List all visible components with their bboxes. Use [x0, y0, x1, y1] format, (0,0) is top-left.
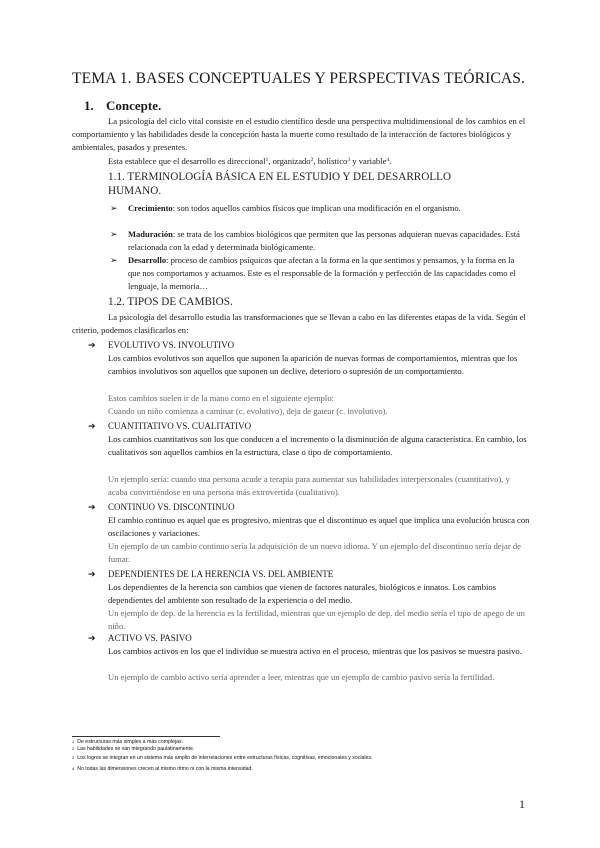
term-item-crecimiento: [110, 202, 528, 215]
change-type-title: ACTIVO VS. PASIVO: [108, 633, 192, 643]
term-name: Desarrollo: [128, 255, 167, 265]
section-number: 1.: [84, 98, 94, 113]
footnote-ref[interactable]: 1: [265, 157, 269, 163]
page-number: 1: [519, 797, 525, 811]
term-definition: : proceso de cambios psíquicos que afectan a la forma en la que sentimos y pensamos, y la forma en la que nos comportamos y actuamos. Este es el responsable de la formación y perfección de las capacidades como el lenguaje, la memoria…: [128, 255, 516, 292]
footnote-number: 3: [72, 755, 75, 760]
change-type-body: El cambio continuo es aquel que es progresivo, mientras que el discontinuo es aquel que implica una evolución brusca con oscilaciones y variaciones.: [108, 515, 530, 539]
arrowhead-bullet-icon: ➢: [110, 203, 118, 213]
section-heading: [84, 98, 161, 114]
right-arrow-icon: ➔: [88, 503, 96, 513]
footnote-text: Los logros se integran en un sistema más amplio de interrelaciones entre estructuras físicas, cognitivas, emocionales y sociales.: [77, 755, 373, 761]
change-type-heading: [88, 568, 528, 581]
prop-text: Esta establece que el desarrollo es direccional: [108, 156, 266, 166]
right-arrow-icon: ➔: [88, 570, 96, 580]
change-type-heading: [88, 501, 528, 514]
change-type-heading: [88, 420, 528, 433]
change-type-title: DEPENDIENTES DE LA HERENCIA VS. DEL AMBIENTE: [108, 569, 334, 579]
change-type-title: CONTINUO VS. DISCONTINUO: [108, 502, 235, 512]
section-title: Concepte.: [106, 98, 162, 113]
term-definition: : se trata de los cambios biológicos que permiten que las personas adquieran nuevas capacidades. Está relacionada con la edad y determinada biológicamente.: [128, 229, 520, 253]
change-type-body: Los cambios evolutivos son aquellos que suponen la aparición de nuevas formas de comportamientos, mientras que los cambios involutivos son aquellos que suponen un declive, deterioro o supresión de un comportamiento.: [108, 353, 518, 377]
footnote-number: 1: [72, 739, 75, 744]
footnote-ref[interactable]: 2: [310, 157, 314, 163]
right-arrow-icon: ➔: [88, 634, 96, 644]
document-title: TEMA 1. BASES CONCEPTUALES Y PERSPECTIVAS TEÓRICAS.: [72, 70, 526, 87]
subsection-heading-1-2: 1.2. TIPOS DE CAMBIOS.: [108, 296, 233, 308]
footnote-text: No todas las dimensiones crecen al mismo ritmo ni con la misma intensidad.: [77, 766, 253, 772]
prop-text: .: [389, 156, 392, 166]
subsection-heading-1-1: [108, 171, 528, 198]
change-type-example: Un ejemplo de cambio activo sería aprender a leer, mientras que un ejemplo de cambio pasivo sería la fertilidad.: [108, 672, 495, 682]
change-type-body: Los cambios activos en los que el individuo se muestra activo en el proceso, mientras que los pasivos se muestra pasivo.: [108, 646, 522, 656]
term-item-desarrollo: [110, 254, 528, 294]
footnote-ref[interactable]: 4: [386, 157, 390, 163]
footnote-text: Las habilidades se van integrando paulatinamente.: [77, 746, 195, 752]
change-type-example: Un ejemplo de un cambio continuo sería la adquisición de un nuevo idioma. Y un ejemplo del discontinuo sería dejar de fumar.: [108, 541, 521, 565]
change-type-example: Un ejemplo de dep. de la herencia es la fertilidad, mientras que un ejemplo de dep. del medio sería el tipo de apego de un niño.: [108, 608, 525, 632]
footnote: [72, 755, 373, 762]
subsection-heading-line: HUMANO.: [108, 184, 162, 197]
footnote-number: 4: [72, 766, 75, 771]
footnote-ref[interactable]: 3: [347, 157, 351, 163]
definition-paragraph: La psicología del ciclo vital consiste en el estudio científico desde una perspectiva multidimensional de los cambios en el comportamiento y las habilidades desde la concepción hasta la muerte como resultado de la interacción de factores biológicos y ambientales, pasados y presentes.: [72, 116, 526, 153]
change-type-title: CUANTITATIVO VS. CUALITATIVO: [108, 421, 252, 431]
footnote: [72, 766, 253, 773]
types-intro-paragraph: La psicología del desarrollo estudia las transformaciones que se llevan a cabo en las diferentes etapas de la vida. Según el criterio, podemos clasificarlos en:: [72, 312, 526, 336]
change-type-heading: [88, 339, 528, 352]
arrowhead-bullet-icon: ➢: [110, 229, 118, 239]
footnote-number: 2: [72, 746, 75, 751]
change-type-body: Los cambios cuantitativos son los que conducen a el incremento o la disminución de alguna característica. En cambio, los cualitativos son aquellos cambios en la estructura, clase o tipo de comportamiento.: [108, 434, 527, 458]
change-type-example: Estos cambios suelen ir de la mano como en el siguiente ejemplo:: [108, 393, 335, 403]
subsection-heading-line: 1.1. TERMINOLOGÍA BÁSICA EN EL ESTUDIO Y DEL DESARROLLO: [108, 171, 452, 183]
term-item-maduracion: [110, 228, 528, 254]
term-definition: : son todos aquellos cambios físicos que implican una modificación en el organismo.: [172, 203, 461, 213]
change-type-example: Un ejemplo sería: cuando una persona acude a terapia para aumentar sus habilidades interpersonales (cuantitativo), y acaba convirtiéndose en una persona más extrovertida (cualitativo).: [108, 474, 510, 498]
right-arrow-icon: ➔: [88, 341, 96, 351]
change-type-example: Cuando un niño comienza a caminar (c. evolutivo), deja de gatear (c. involutivo).: [108, 406, 388, 416]
footnote-text: De estructuras más simples a más complejas.: [77, 739, 184, 745]
prop-text: , holístico: [313, 156, 348, 166]
properties-paragraph: [108, 155, 538, 168]
footnote-separator: [72, 736, 220, 737]
arrowhead-bullet-icon: ➢: [110, 255, 118, 265]
term-name: Maduración: [128, 229, 173, 239]
change-type-body: Los dependientes de la herencia son cambios que vienen de factores naturales, biológicos e innatos. Los cambios dependientes del ambiente son resultado de la experiencia o del medio.: [108, 582, 497, 606]
right-arrow-icon: ➔: [88, 422, 96, 432]
prop-text: , organizado: [268, 156, 311, 166]
prop-text: y variable: [350, 156, 387, 166]
footnote: [72, 746, 194, 753]
change-type-title: EVOLUTIVO VS. INVOLUTIVO: [108, 340, 235, 350]
change-type-heading: [88, 632, 528, 645]
term-name: Crecimiento: [128, 203, 173, 213]
